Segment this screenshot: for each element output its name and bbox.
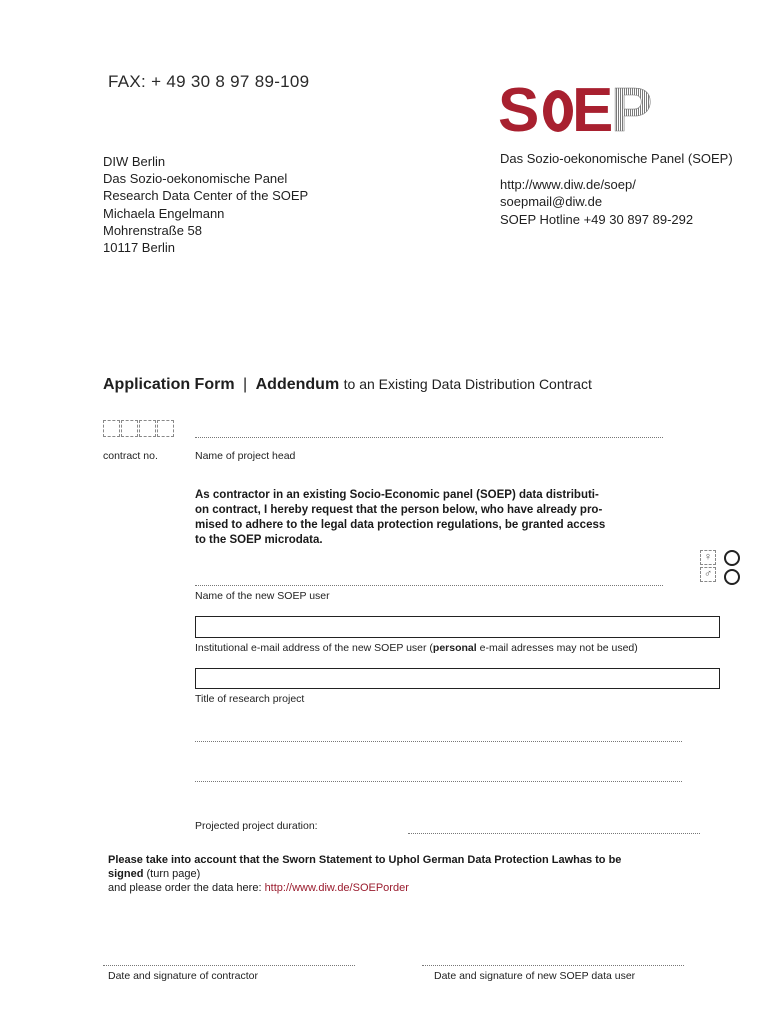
soep-logo [498, 78, 660, 134]
notice-signed: signed [108, 868, 144, 880]
email-field[interactable] [195, 616, 720, 638]
female-radio[interactable] [724, 550, 740, 566]
soep-email[interactable]: soepmail@diw.de [500, 194, 603, 210]
soep-name: Das Sozio-oekonomische Panel (SOEP) [500, 151, 733, 166]
male-icon: ♂ [700, 567, 716, 582]
fax-number: FAX: + 49 30 8 97 89-109 [108, 72, 310, 91]
title-part2: Addendum [255, 376, 340, 393]
notice-text [108, 853, 621, 895]
contractor-signature-line[interactable] [103, 965, 355, 966]
address-line: DIW Berlin [103, 154, 166, 169]
female-icon: ♀ [700, 550, 716, 565]
recipient-address [103, 153, 308, 256]
soep-url[interactable]: http://www.diw.de/soep/ [500, 177, 636, 193]
address-line: 10117 Berlin [103, 240, 176, 256]
soep-hotline: SOEP Hotline +49 30 897 89-292 [500, 211, 694, 227]
research-title-label: Title of research project [195, 693, 305, 705]
user-signature-line[interactable] [422, 965, 684, 966]
duration-label: Projected project duration: [195, 820, 318, 832]
notice-turn-page: (turn page) [143, 868, 201, 880]
contract-number-boxes[interactable] [103, 420, 175, 437]
email-label-bold: personal [432, 642, 477, 654]
email-label-post: e-mail adresses may not be used) [476, 642, 638, 654]
svg-text:P: P [611, 78, 653, 134]
digit-box[interactable] [103, 420, 120, 437]
statement-line: mised to adhere to the legal data protection regulations, be granted access [195, 519, 606, 531]
title-rest: to an Existing Data Distribution Contract [343, 376, 592, 392]
address-line: Michaela Engelmann [103, 205, 225, 221]
statement-line: to the SOEP microdata. [195, 534, 323, 546]
project-head-label: Name of project head [195, 450, 296, 462]
research-title-line-2[interactable] [195, 741, 682, 742]
digit-box[interactable] [121, 420, 138, 437]
title-separator: | [243, 376, 248, 393]
new-user-name-label: Name of the new SOEP user [195, 590, 330, 602]
project-head-line[interactable] [195, 437, 663, 438]
digit-box[interactable] [157, 420, 174, 437]
research-title-field[interactable] [195, 668, 720, 689]
statement-line: As contractor in an existing Socio-Economic panel (SOEP) data distributi- [195, 489, 599, 501]
contract-no-label: contract no. [103, 450, 158, 462]
order-link[interactable]: http://www.diw.de/SOEPorder [264, 882, 409, 894]
form-title [103, 376, 592, 394]
soep-contact-info [500, 150, 733, 228]
contractor-signature-label: Date and signature of contractor [108, 970, 259, 982]
male-radio[interactable] [724, 569, 740, 585]
request-statement [195, 488, 665, 548]
svg-text:S: S [498, 78, 536, 134]
digit-box[interactable] [139, 420, 156, 437]
notice-line1: Please take into account that the Sworn Statement to Uphol German Data Protection Lawhas to be [108, 854, 622, 866]
email-label [195, 642, 638, 654]
address-line: Research Data Center of the SOEP [103, 188, 309, 204]
svg-text:E: E [572, 78, 614, 134]
notice-order-text: and please order the data here: [108, 882, 265, 894]
address-line: Mohrenstraße 58 [103, 222, 202, 238]
statement-line: on contract, I hereby request that the person below, who have already pro- [195, 504, 603, 516]
user-signature-label: Date and signature of new SOEP data user [434, 970, 636, 982]
duration-line[interactable] [408, 833, 700, 834]
new-user-name-line[interactable] [195, 585, 663, 586]
title-part1: Application Form [103, 376, 235, 393]
research-title-line-3[interactable] [195, 781, 682, 782]
address-line: Das Sozio-oekonomische Panel [103, 171, 288, 187]
email-label-pre: Institutional e-mail address of the new SOEP user ( [195, 642, 433, 654]
